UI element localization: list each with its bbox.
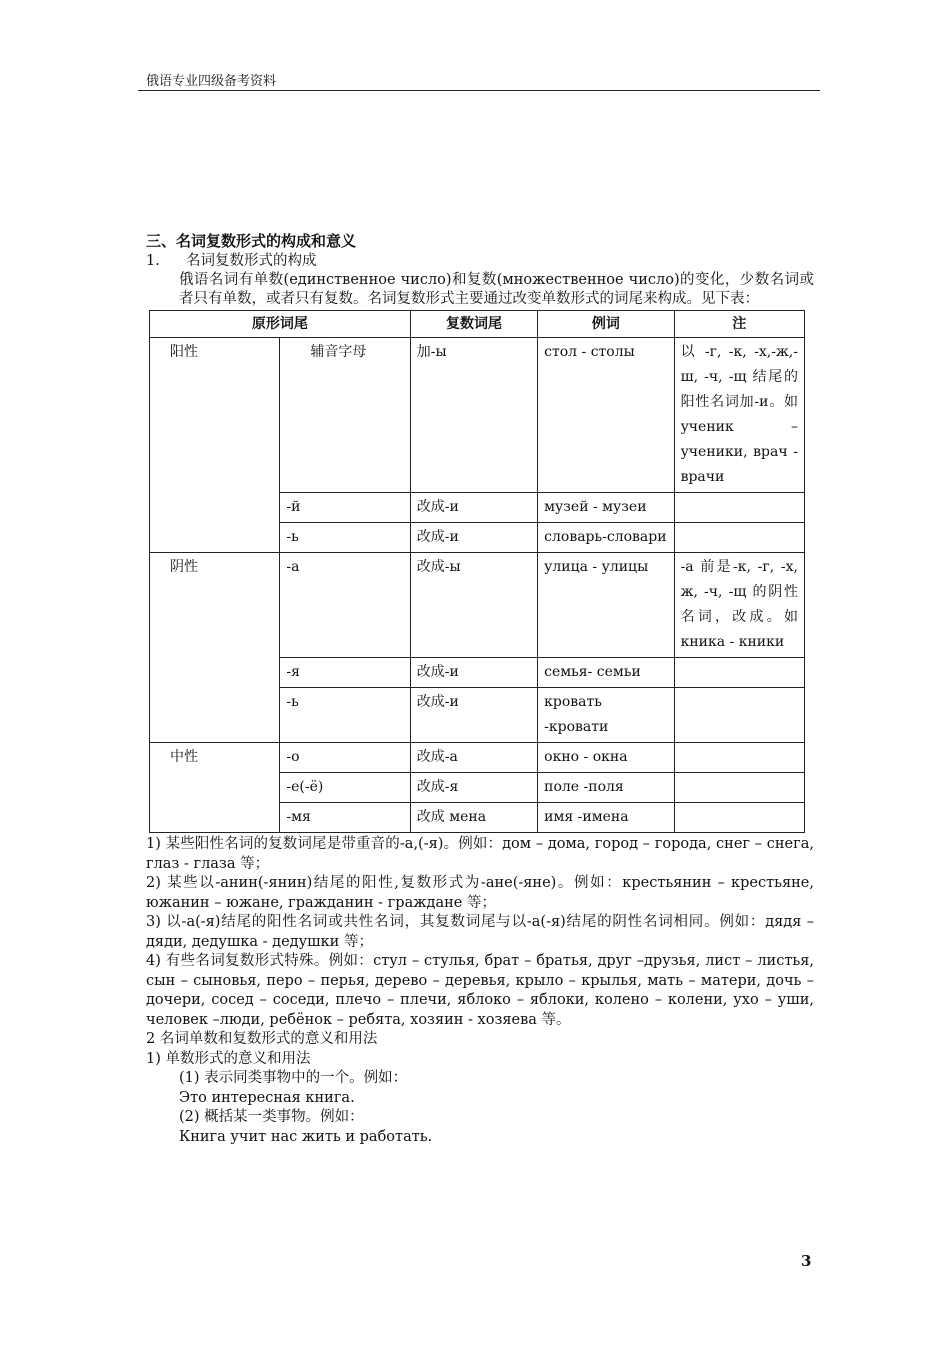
header-rule (138, 90, 820, 91)
plural-formation-table (149, 310, 805, 833)
header-plural-ending: 复数词尾 (410, 311, 537, 338)
example-cell: поле -поля (538, 773, 674, 803)
table-row (150, 338, 805, 493)
ending-cell: -а (280, 553, 410, 658)
header-note: 注 (674, 311, 804, 338)
table-row (150, 743, 805, 773)
ending-cell: -мя (280, 803, 410, 833)
ending-cell: -ь (280, 523, 410, 553)
plural-cell: 改成-и (410, 493, 537, 523)
plural-cell: 改成-и (410, 658, 537, 688)
ending-cell: -е(-ё) (280, 773, 410, 803)
ending-cell: -й (280, 493, 410, 523)
gender-cell: 阳性 (150, 338, 280, 553)
subsection-heading (146, 252, 814, 271)
ending-cell: -ь (280, 688, 410, 743)
note-cell (674, 743, 804, 773)
plural-cell: 改成-ы (410, 553, 537, 658)
note-cell (674, 773, 804, 803)
example-cell: улица - улицы (538, 553, 674, 658)
list-item: 3) 以-а(-я)结尾的阳性名词或共性名词，其复数词尾与以-а(-я)结尾的阴性名词相同。例如：дядя – дяди, дедушка - дедушки 等； (146, 914, 814, 950)
note-cell (674, 493, 804, 523)
usage-point-1: (1) 表示同类事物中的一个。例如： (179, 1070, 408, 1086)
gender-cell: 中性 (150, 743, 280, 833)
note-cell (674, 523, 804, 553)
gender-cell: 阴性 (150, 553, 280, 743)
example-cell: семья- семьи (538, 658, 674, 688)
list-item: 4) 有些名词复数形式特殊。例如：стул – стулья, брат – братья, друг –друзья, лист – листья, сын – сыновья, перо – перья, дерево – деревья, крыло – крылья, мать – матери, дочь – дочери, сосед – соседи, плечо – плечи, яблоко – яблоки, колено – колени, ухо – уши, человек –люди, ребёнок – ребята, хозяин - хозяева 等。 (146, 953, 814, 1028)
intro-paragraph: 俄语名词有单数(единственное число)和复数(множественное число)的变化，少数名词或者只有单数，或者只有复数。名词复数形式主要通过改变单数形式的词尾来构成。见下表： (179, 272, 814, 307)
usage-point-2: (2) 概括某一类事物。例如： (179, 1109, 364, 1125)
plural-cell: 改成-а (410, 743, 537, 773)
plural-cell: 改成-и (410, 688, 537, 743)
ending-cell: 辅音字母 (280, 338, 410, 493)
header-original-ending: 原形词尾 (150, 311, 411, 338)
table-row (150, 553, 805, 658)
example-sentence-2: Книга учит нас жить и работать. (179, 1128, 433, 1145)
header-example: 例词 (538, 311, 674, 338)
subsection-number: 1. (146, 253, 160, 269)
example-cell: музей - музеи (538, 493, 674, 523)
example-cell: имя -имена (538, 803, 674, 833)
example-sentence-1: Это интересная книга. (179, 1089, 355, 1106)
plural-cell: 改成 мена (410, 803, 537, 833)
plural-cell: 改成-я (410, 773, 537, 803)
note-cell (674, 803, 804, 833)
table-header-row (150, 311, 805, 338)
list-item: 1) 某些阳性名词的复数词尾是带重音的-а,(-я)。例如：дом – дома, город – города, снег – снега, глаз - глаза 等； (146, 836, 814, 872)
running-header: 俄语专业四级备考资料 (146, 74, 277, 89)
subsection-2-1: 1) 单数形式的意义和用法 (146, 1050, 311, 1067)
page-content (146, 232, 814, 1147)
example-cell: словарь-словари (538, 523, 674, 553)
plural-cell: 加-ы (410, 338, 537, 493)
page-number: 3 (801, 1252, 812, 1270)
subsection-2-title: 2 名词单数和复数形式的意义和用法 (146, 1031, 378, 1047)
example-cell: стол - столы (538, 338, 674, 493)
example-cell: окно - окна (538, 743, 674, 773)
ending-cell: -я (280, 658, 410, 688)
section-title: 三、名词复数形式的构成和意义 (146, 232, 357, 250)
list-item: 2) 某些以-анин(-янин)结尾的阳性,复数形式为-ане(-яне)。例如：крестьянин – крестьяне, южанин – южане, гражданин - граждане 等； (146, 875, 814, 911)
plural-cell: 改成-и (410, 523, 537, 553)
note-cell (674, 688, 804, 743)
note-cell (674, 658, 804, 688)
note-cell: 以 -г, -к, -х,-ж,-ш, -ч, -щ 结尾的阳性名词加-и。如 ученик – ученики, врач - врачи (674, 338, 804, 493)
note-cell: -а 前是-к, -г, -х, ж, -ч, -щ 的阴性名词，改成。如 кника - кники (674, 553, 804, 658)
ending-cell: -о (280, 743, 410, 773)
example-cell: кровать -кровати (538, 688, 674, 743)
notes-list (146, 835, 814, 1147)
subsection-title: 名词复数形式的构成 (186, 253, 317, 269)
